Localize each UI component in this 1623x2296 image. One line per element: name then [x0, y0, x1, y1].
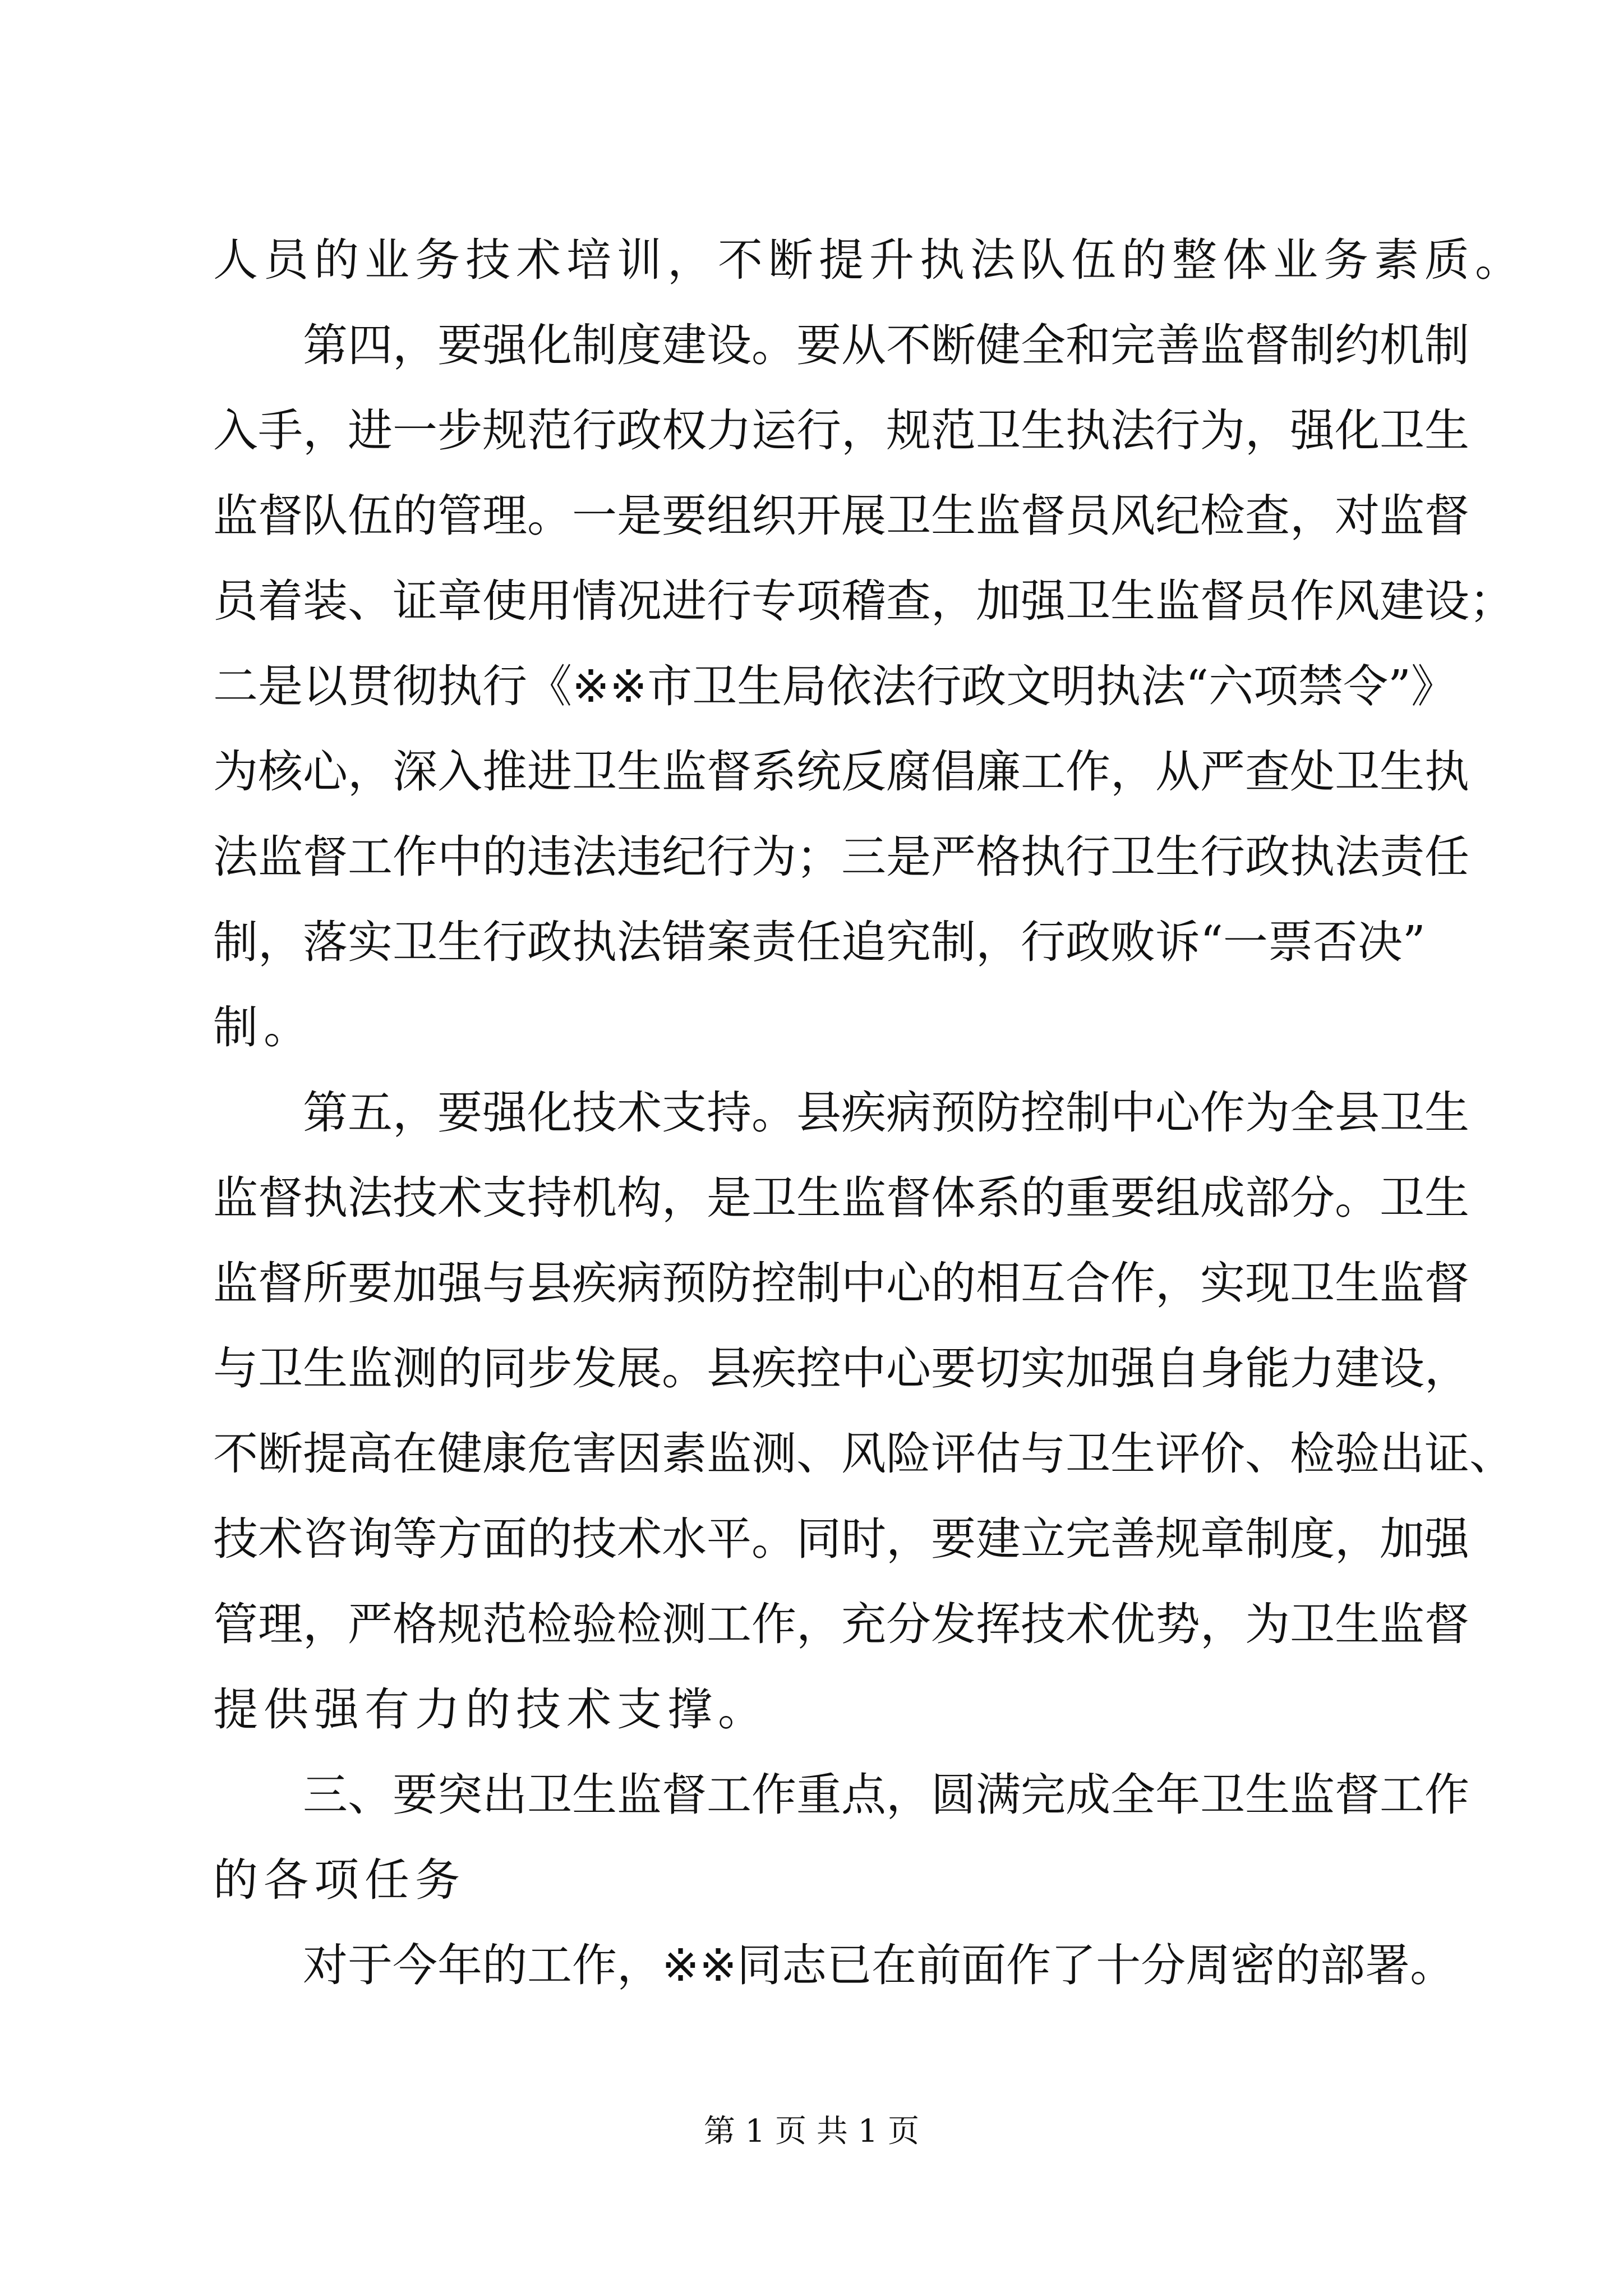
text-line: 与 卫 生 监 测 的 同 步 发 展 。 县 疾 控 中 心 要 切 实 加 强 自 身 能 力 建 设 ，	[213, 1342, 1469, 1395]
text-line: 二 是 以 贯 彻 执 行 《 ※ ※ 市 卫 生 局 依 法 行 政 文 明 执 法 “ 六 项 禁 令 ” 》	[213, 660, 1456, 712]
text-line: 法 监 督 工 作 中 的 违 法 违 纪 行 为 ； 三 是 严 格 执 行 卫 生 行 政 执 法 责 任	[213, 831, 1469, 883]
text-line: 制。	[213, 1001, 314, 1053]
text-line: 人员的业务技术培训，不断提升执法队伍的整体业务素质。	[213, 234, 1525, 286]
text-line: 监 督 队 伍 的 管 理 。 一 是 要 组 织 开 展 卫 生 监 督 员 风 纪 检 查 ， 对 监 督	[213, 490, 1469, 542]
text-line: 监 督 执 法 技 术 支 持 机 构 ， 是 卫 生 监 督 体 系 的 重 要 组 成 部 分 。 卫 生	[213, 1172, 1469, 1224]
body-text	[213, 218, 1525, 2008]
text-line: 第 五 ， 要 强 化 技 术 支 持 。 县 疾 病 预 防 控 制 中 心 作 为 全 县 卫 生	[303, 1087, 1469, 1139]
text-line: 制 ， 落 实 卫 生 行 政 执 法 错 案 责 任 追 究 制 ， 行 政 败 诉 “ 一 票 否 决 ”	[213, 916, 1426, 968]
text-line: 对 于 今 年 的 工 作 ， ※ ※ 同 志 已 在 前 面 作 了 十 分 周 密 的 部 署 。	[303, 1939, 1455, 1991]
text-line: 入 手 ， 进 一 步 规 范 行 政 权 力 运 行 ， 规 范 卫 生 执 法 行 为 ， 强 化 卫 生	[213, 404, 1469, 457]
text-line: 提供强有力的技术支撑。	[213, 1683, 768, 1736]
text-line: 技 术 咨 询 等 方 面 的 技 术 水 平 。 同 时 ， 要 建 立 完 善 规 章 制 度 ， 加 强	[213, 1513, 1469, 1565]
text-line: 的各项任务	[213, 1854, 465, 1906]
text-line: 监 督 所 要 加 强 与 县 疾 病 预 防 控 制 中 心 的 相 互 合 作 ， 实 现 卫 生 监 督	[213, 1257, 1469, 1309]
text-line: 管 理 ， 严 格 规 范 检 验 检 测 工 作 ， 充 分 发 挥 技 术 优 势 ， 为 卫 生 监 督	[213, 1598, 1469, 1650]
text-line: 三 、 要 突 出 卫 生 监 督 工 作 重 点 ， 圆 满 完 成 全 年 卫 生 监 督 工 作	[303, 1769, 1469, 1821]
text-line: 为 核 心 ， 深 入 推 进 卫 生 监 督 系 统 反 腐 倡 廉 工 作 ， 从 严 查 处 卫 生 执	[213, 746, 1469, 798]
page-footer: 第 1 页 共 1 页	[703, 2113, 920, 2150]
text-line: 员 着 装 、 证 章 使 用 情 况 进 行 专 项 稽 查 ， 加 强 卫 生 监 督 员 作 风 建 设 ；	[213, 575, 1514, 627]
text-line: 不 断 提 高 在 健 康 危 害 因 素 监 测 、 风 险 评 估 与 卫 生 评 价 、 检 验 出 证 、	[213, 1428, 1514, 1480]
text-line: 第 四 ， 要 强 化 制 度 建 设 。 要 从 不 断 健 全 和 完 善 监 督 制 约 机 制	[303, 319, 1469, 371]
